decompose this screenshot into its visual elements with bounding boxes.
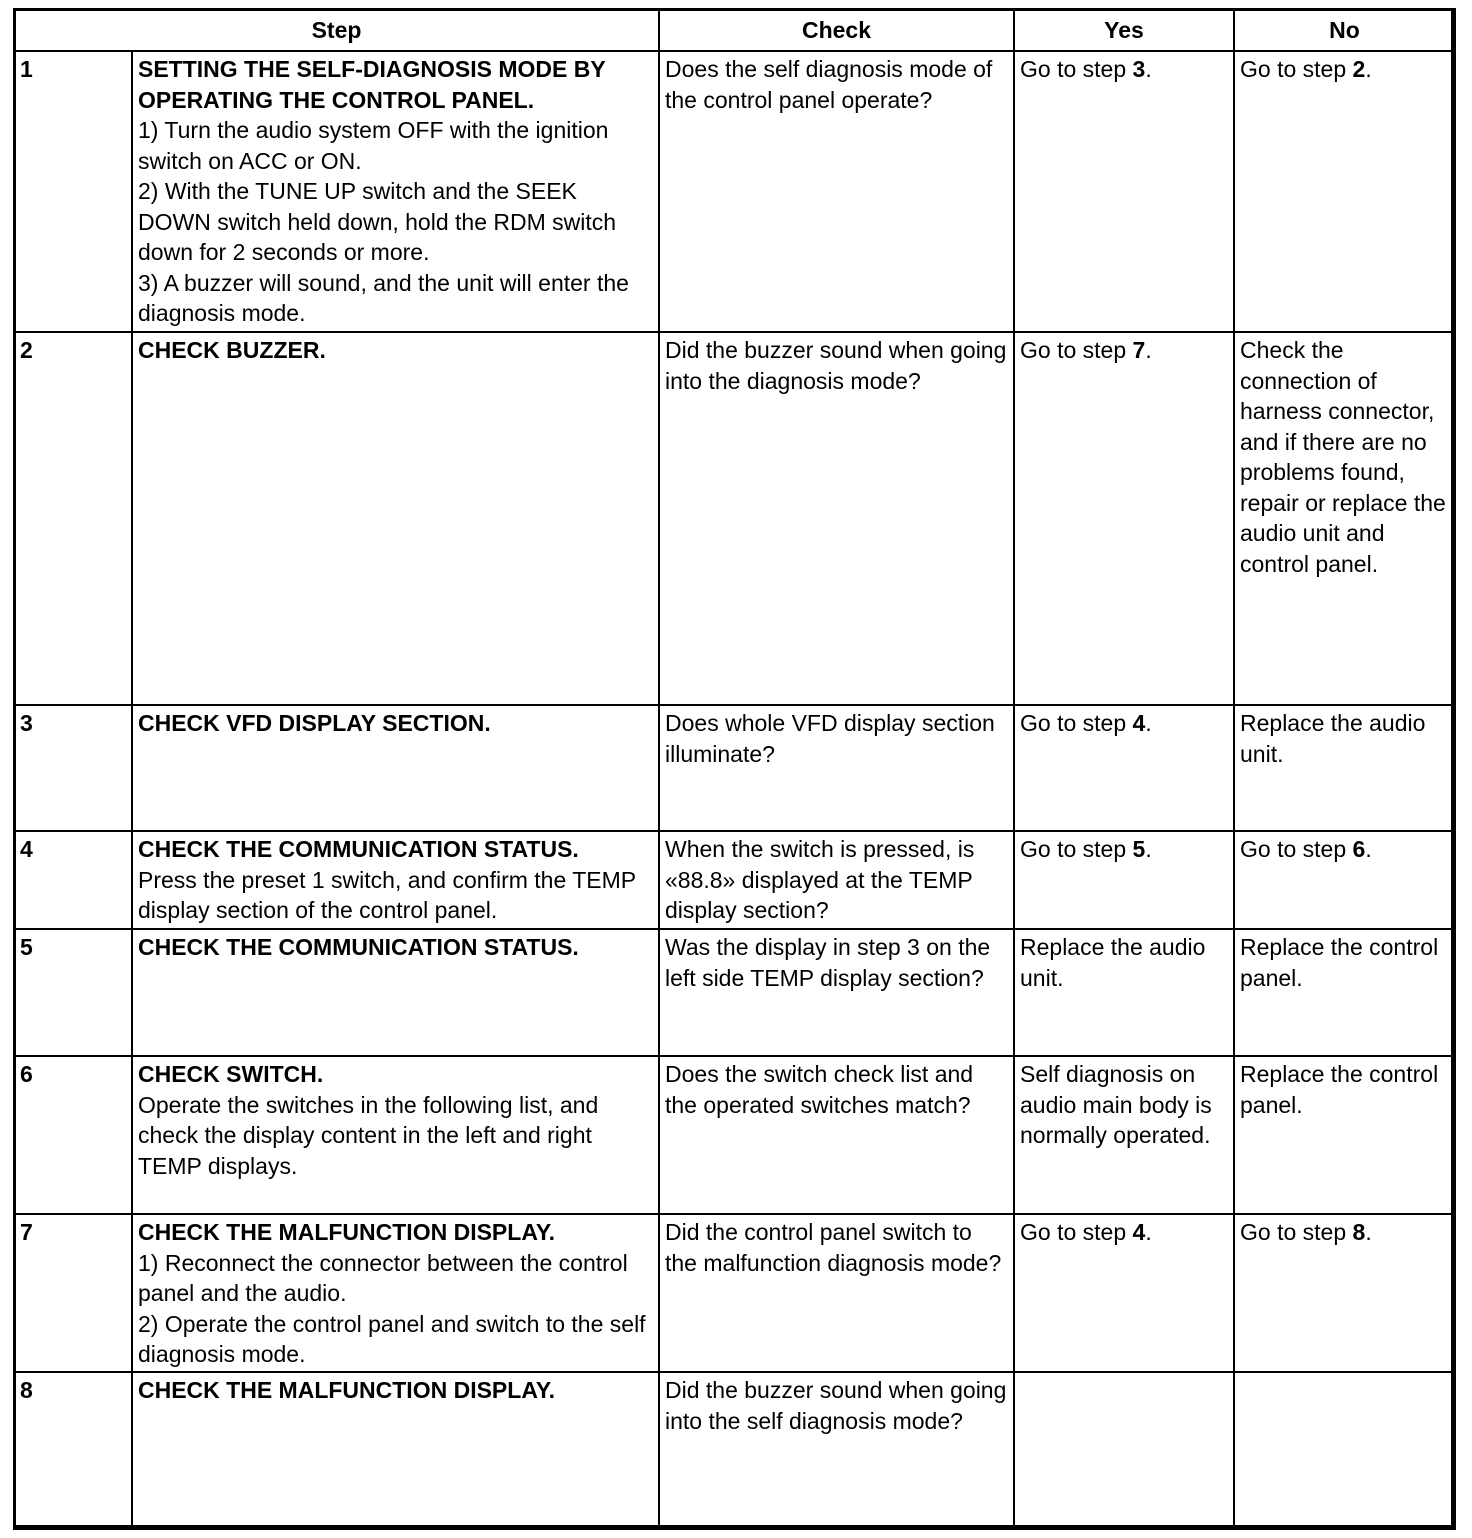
step-number: 1: [14, 51, 132, 332]
header-step: Step: [14, 9, 659, 51]
yes-action-text: Self diagnosis on audio main body is normally operated.: [1020, 1061, 1212, 1148]
yes-action-end: .: [1145, 337, 1152, 363]
step-title: SETTING THE SELF-DIAGNOSIS MODE BY OPERATING THE CONTROL PANEL.: [138, 56, 606, 113]
step-instruction: Press the preset 1 switch, and confirm the TEMP display section of the control panel.: [138, 866, 636, 923]
no-action-text: Replace the control panel.: [1240, 934, 1439, 991]
no-target-step: 2: [1352, 56, 1366, 82]
yes-action-text: Go to step: [1020, 337, 1133, 363]
yes-action-text: Go to step: [1020, 836, 1133, 862]
no-target-step: 6: [1352, 836, 1366, 862]
no-action-end: .: [1365, 836, 1372, 862]
yes-action-end: .: [1145, 710, 1152, 736]
step-instruction: 1) Turn the audio system OFF with the ignition switch on ACC or ON.: [138, 117, 609, 174]
no-action-text: Replace the control panel.: [1240, 1061, 1439, 1118]
step-title: CHECK THE MALFUNCTION DISPLAY.: [138, 1219, 555, 1245]
header-no: No: [1234, 9, 1455, 51]
table-frame: [13, 8, 1454, 1528]
header-check: Check: [659, 9, 1014, 51]
no-target-step: 8: [1352, 1219, 1366, 1245]
no-action-text: Go to step: [1240, 836, 1353, 862]
yes-action-text: Go to step: [1020, 710, 1133, 736]
step-title: CHECK THE COMMUNICATION STATUS.: [138, 836, 579, 862]
no-action-text: Replace the audio unit.: [1240, 710, 1426, 767]
check-question: Did the buzzer sound when going into the diagnosis mode?: [659, 332, 1014, 705]
no-action-text: Check the connection of harness connector, and if there are no problems found, repair or replace the audio unit and control panel.: [1240, 337, 1446, 577]
yes-action-text: Replace the audio unit.: [1020, 934, 1206, 991]
yes-action-text: Go to step: [1020, 56, 1133, 82]
yes-target-step: 7: [1132, 337, 1146, 363]
no-action-text: Go to step: [1240, 1219, 1353, 1245]
check-question: Does the switch check list and the operated switches match?: [659, 1056, 1014, 1214]
yes-action-text: Go to step: [1020, 1219, 1133, 1245]
step-number: 8: [14, 1372, 132, 1529]
step-number: 3: [14, 705, 132, 831]
yes-target-step: 4: [1132, 710, 1146, 736]
step-title: CHECK BUZZER.: [138, 337, 326, 363]
step-instruction: 3) A buzzer will sound, and the unit will enter the diagnosis mode.: [138, 269, 629, 326]
yes-action-end: .: [1145, 836, 1152, 862]
check-question: Does the self diagnosis mode of the control panel operate?: [659, 51, 1014, 332]
step-title: CHECK SWITCH.: [138, 1061, 324, 1087]
yes-target-step: 4: [1132, 1219, 1146, 1245]
no-action-end: .: [1365, 1219, 1372, 1245]
yes-target-step: 5: [1132, 836, 1146, 862]
check-question: When the switch is pressed, is «88.8» displayed at the TEMP display section?: [659, 831, 1014, 929]
yes-action-end: .: [1145, 1219, 1152, 1245]
step-number: 5: [14, 929, 132, 1056]
check-question: Did the control panel switch to the malfunction diagnosis mode?: [659, 1214, 1014, 1372]
step-instruction: 2) With the TUNE UP switch and the SEEK DOWN switch held down, hold the RDM switch down for 2 seconds or more.: [138, 178, 617, 265]
check-question: Does whole VFD display section illuminate?: [659, 705, 1014, 831]
header-yes: Yes: [1014, 9, 1234, 51]
step-number: 2: [14, 332, 132, 705]
step-number: 6: [14, 1056, 132, 1214]
yes-target-step: 3: [1132, 56, 1146, 82]
step-title: CHECK VFD DISPLAY SECTION.: [138, 710, 491, 736]
step-number: 7: [14, 1214, 132, 1372]
check-question: Was the display in step 3 on the left side TEMP display section?: [659, 929, 1014, 1056]
no-action-end: .: [1365, 56, 1372, 82]
step-number: 4: [14, 831, 132, 929]
check-question: Did the buzzer sound when going into the self diagnosis mode?: [659, 1372, 1014, 1529]
yes-action-end: .: [1145, 56, 1152, 82]
no-action-text: Go to step: [1240, 56, 1353, 82]
step-instruction: 1) Reconnect the connector between the control panel and the audio.: [138, 1249, 628, 1306]
step-instruction: 2) Operate the control panel and switch to the self diagnosis mode.: [138, 1310, 646, 1367]
step-title: CHECK THE COMMUNICATION STATUS.: [138, 934, 579, 960]
step-instruction: Operate the switches in the following list, and check the display content in the left and right TEMP displays.: [138, 1091, 599, 1179]
step-title: CHECK THE MALFUNCTION DISPLAY.: [138, 1377, 555, 1403]
